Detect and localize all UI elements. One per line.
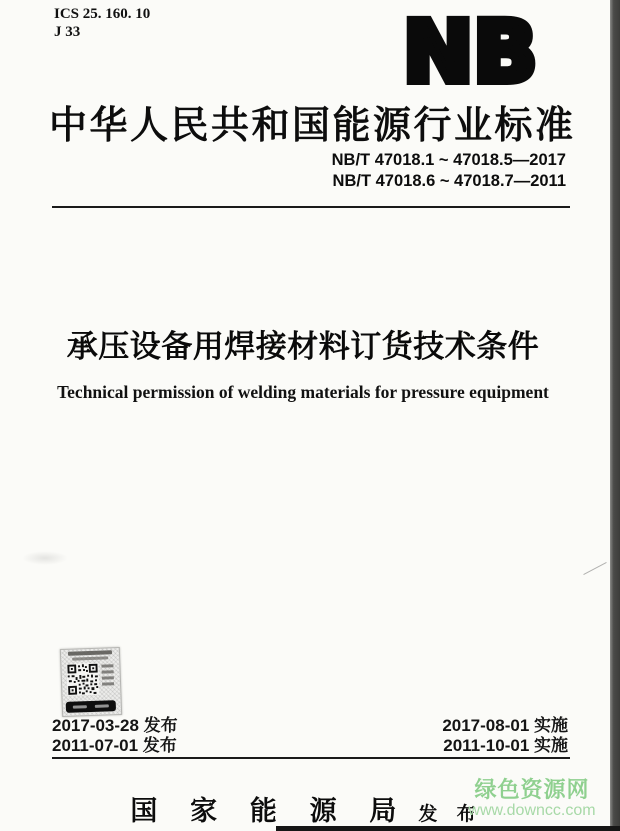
footer-divider — [52, 757, 570, 759]
classification-code: J 33 — [54, 24, 81, 40]
scan-edge-bottom — [276, 826, 620, 831]
issue-dates — [52, 716, 178, 755]
scan-edge-right — [610, 0, 620, 831]
scan-smudge — [22, 551, 68, 565]
issue-date-line: 2011-07-01 发布 — [52, 735, 177, 755]
sticker-serial-bar — [66, 700, 116, 713]
nb-standard-logo — [403, 6, 553, 97]
implement-dates — [442, 716, 568, 755]
document-title-english: Technical permission of welding materials for pressure equipment — [57, 382, 549, 402]
issue-date-line: 2017-03-28 发布 — [52, 716, 178, 735]
sticker-text-line — [72, 656, 108, 660]
site-watermark — [462, 779, 602, 819]
issuer-name: 国 家 能 源 局 — [130, 796, 410, 826]
ics-code: ICS 25. 160. 10 — [54, 6, 151, 22]
qr-code-icon — [66, 663, 99, 696]
nb-logo-icon — [403, 6, 553, 92]
standard-name: 中华人民共和国能源行业标准 — [49, 105, 576, 147]
ics-classification-block — [54, 5, 150, 41]
standard-number-line: NB/T 47018.6 ~ 47018.7—2011 — [332, 172, 566, 190]
implement-date-line: 2011-10-01 实施 — [443, 735, 568, 755]
issuer-verb: 发 布 — [418, 804, 483, 825]
header-divider — [52, 206, 570, 208]
anti-counterfeit-sticker — [60, 647, 122, 717]
scan-scratch — [583, 562, 606, 575]
document-title-chinese: 承压设备用焊接材料订货技术条件 — [66, 329, 540, 364]
standard-number-line: NB/T 47018.1 ~ 47018.5—2017 — [331, 151, 566, 169]
sticker-text-line — [68, 650, 112, 656]
sticker-side-text — [101, 664, 114, 688]
watermark-site-name: 绿色资源网 — [474, 777, 590, 802]
watermark-site-url: www.downcc.com — [468, 802, 596, 819]
implement-date-line: 2017-08-01 实施 — [442, 716, 568, 735]
nb-logo-text: NB — [403, 6, 538, 92]
standard-numbers — [332, 150, 566, 192]
